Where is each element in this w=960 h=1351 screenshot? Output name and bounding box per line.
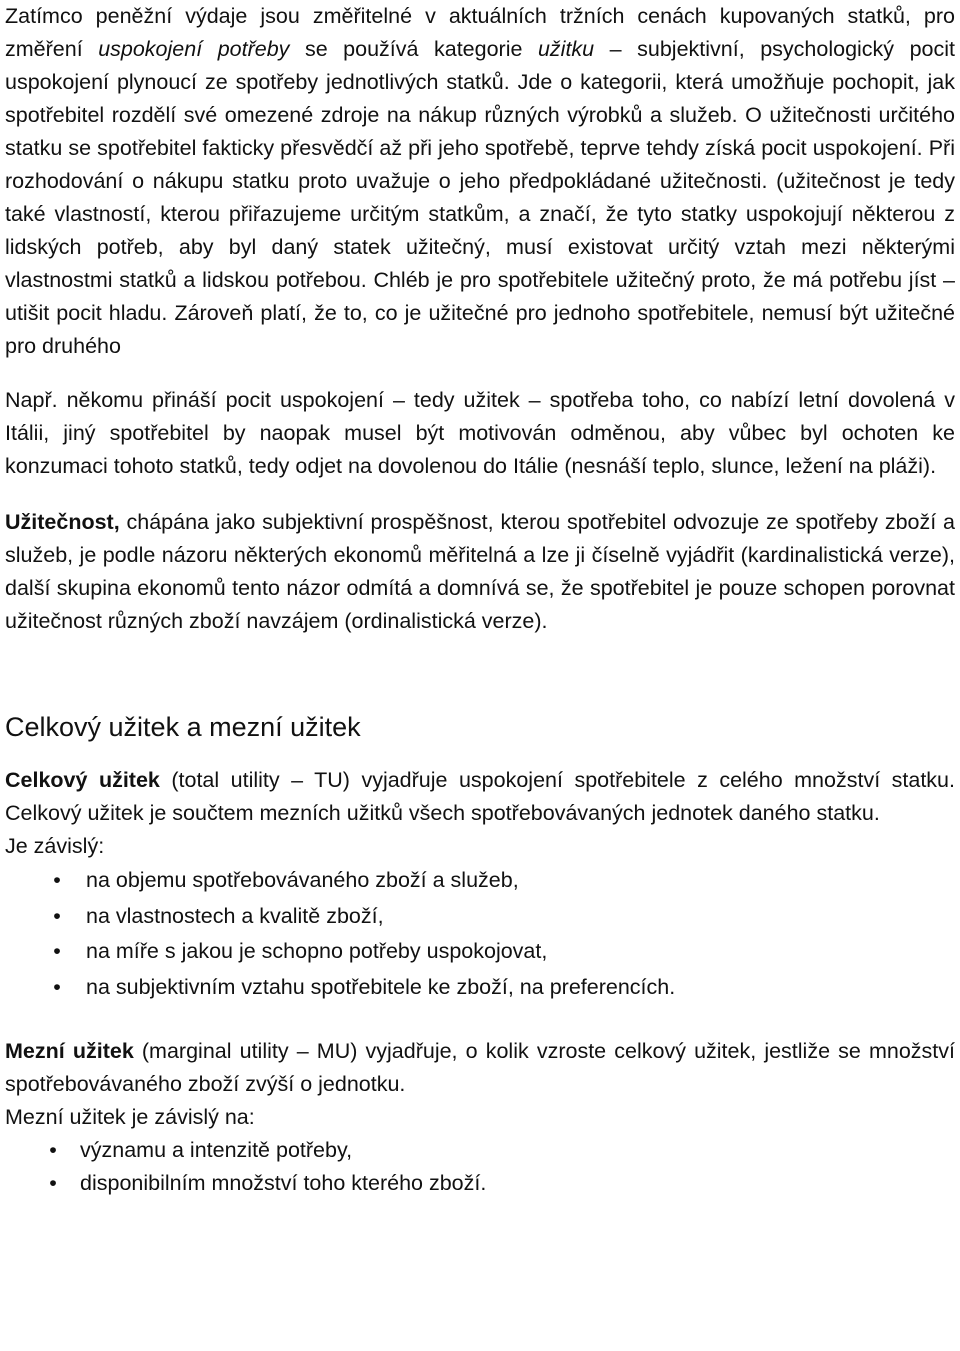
total-utility-text: (total utility – TU) vyjadřuje uspokojení spotřebitele z celého množství statku. Celkový užitek je součtem mezních užitků všech spotřebovávaných jednotek daného statku.: [5, 768, 955, 825]
total-utility-term: Celkový užitek: [5, 768, 160, 792]
utility-text: chápána jako subjektivní prospěšnost, kterou spotřebitel odvozuje ze spotřeby zboží a služeb, je podle názoru některých ekonomů měřitelná a lze ji číselně vyjádřit (kardinalistická verze), další skupina ekonomů tento názor odmítá a domnívá se, že spotřebitel je pouze schopen porovnat užitečnost různých zboží navzájem (ordinalistická verze).: [5, 510, 955, 633]
intro-emphasis-satisfaction: uspokojení potřeby: [98, 37, 290, 61]
list-item-text: na míře s jakou je schopno potřeby uspokojovat,: [86, 939, 548, 963]
list-item: [5, 970, 955, 1006]
bullet-icon: •: [53, 868, 61, 892]
list-item: [5, 1167, 955, 1200]
list-item-text: na vlastnostech a kvalitě zboží,: [86, 903, 384, 928]
intro-text-1: Zatímco peněžní výdaje jsou změřitelné v aktuálních tržních cenách kupovaných statků, pro změření: [5, 4, 955, 61]
marginal-utility-depends-label: Mezní užitek je závislý na:: [5, 1105, 255, 1129]
list-item-text: na subjektivním vztahu spotřebitele ke zboží, na preferencích.: [86, 974, 676, 999]
bullet-icon: •: [49, 1138, 57, 1162]
example-paragraph: Např. někomu přináší pocit uspokojení – tedy užitek – spotřeba toho, co nabízí letní dovolená v Itálii, jiný spotřebitel by naopak musel být motivován odměnou, aby vůbec byl ochoten ke konzumaci tohoto statků, tedy odjet na dovolenou do Itálie (nesnáší teplo, slunce, ležení na pláži).: [5, 388, 955, 478]
bullet-icon: •: [49, 1171, 57, 1195]
marginal-utility-text: (marginal utility – MU) vyjadřuje, o kolik vzroste celkový užitek, jestliže se množství spotřebovávaného zboží zvýší o jednotku.: [5, 1039, 955, 1096]
utility-term: Užitečnost,: [5, 510, 120, 534]
bullet-icon: •: [53, 974, 61, 999]
intro-emphasis-utility: užitku: [537, 37, 595, 61]
total-utility-depends-label: Je závislý:: [5, 834, 105, 858]
total-utility-list: [5, 863, 955, 1005]
section-heading: Celkový užitek a mezní užitek: [5, 712, 361, 742]
marginal-utility-paragraph: [5, 1035, 955, 1101]
marginal-utility-term: Mezní užitek: [5, 1039, 134, 1063]
list-item: [5, 934, 955, 970]
intro-paragraph: [5, 0, 955, 363]
list-item-text: disponibilním množství toho kterého zboží.: [80, 1171, 487, 1195]
utility-paragraph: [5, 506, 955, 638]
intro-text-2: se používá kategorie: [289, 37, 538, 61]
bullet-icon: •: [53, 939, 61, 963]
section-heading-wrap: [5, 710, 955, 744]
list-item-text: na objemu spotřebovávaného zboží a služeb,: [86, 868, 519, 892]
list-item: [5, 899, 955, 935]
intro-text-3: – subjektivní, psychologický pocit uspokojení plynoucí ze spotřeby jednotlivých statků. Jde o kategorii, která umožňuje pochopit, jak spotřebitel rozdělí své omezené zdroje na nákup různých výrobků a služeb. O užitečnosti určitého statku se spotřebitel fakticky přesvědčí až při jeho spotřebě, teprve tehdy získá pocit uspokojení. Při rozhodování o nákupu statku proto uvažuje o jeho předpokládané užitečnosti. (užitečnost je tedy také vlastností, kterou přiřazujeme určitým statkům, a značí, že tyto statky uspokojují některou z lidských potřeb, aby byl daný statek užitečný, musí existovat určitý vztah mezi některými vlastnostmi statků a lidskou potřebou. Chléb je pro spotřebitele užitečný proto, že má potřebu jíst – utišit pocit hladu. Zároveň platí, že to, co je užitečné pro jednoho spotřebitele, nemusí být užitečné pro druhého: [5, 37, 955, 358]
total-utility-paragraph: [5, 764, 955, 830]
bullet-icon: •: [53, 903, 61, 928]
list-item: [5, 863, 955, 899]
list-item-text: významu a intenzitě potřeby,: [80, 1138, 353, 1162]
marginal-utility-list: [5, 1134, 955, 1200]
list-item: [5, 1134, 955, 1167]
